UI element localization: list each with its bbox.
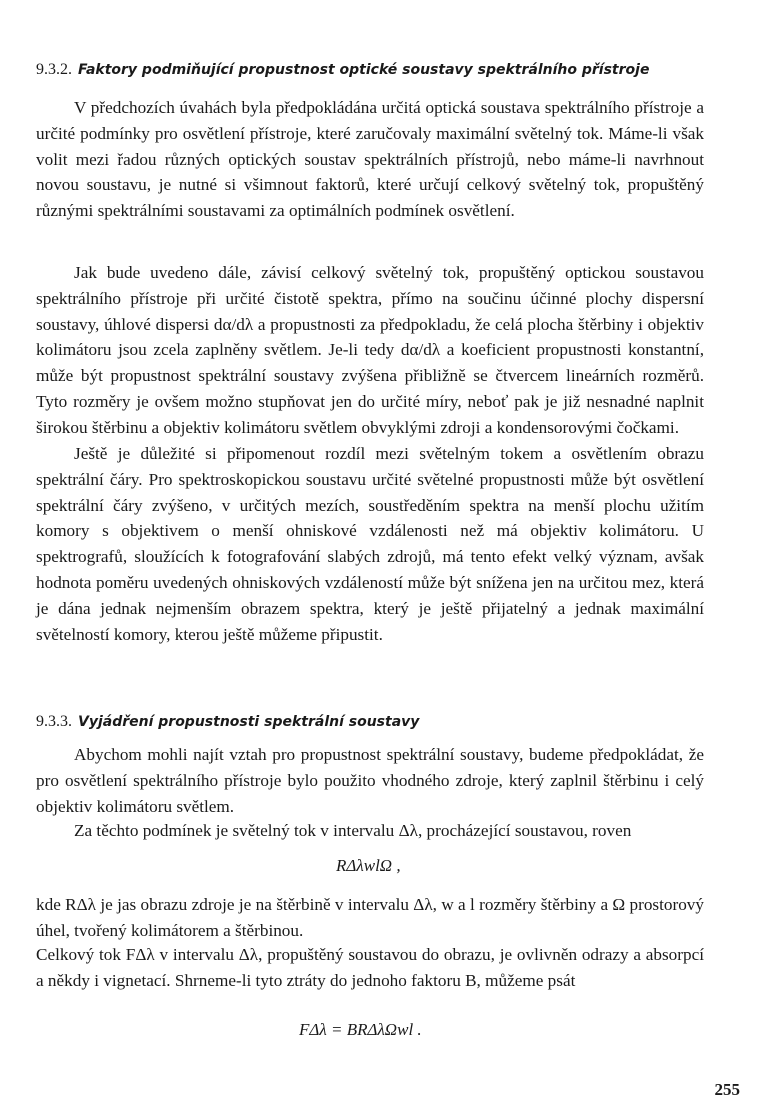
section-title: Vyjádření propustnosti spektrální soustavy bbox=[78, 714, 420, 730]
section-number: 9.3.3. bbox=[36, 713, 72, 730]
paragraph-definitions: kde RΔλ je jas obrazu zdroje je na štěrbině v intervalu Δλ, w a l rozměry štěrbiny a Ω prostorový úhel, tvořený kolimátorem a štěrbinou. bbox=[36, 895, 704, 940]
section-heading-9-3-2 bbox=[36, 60, 649, 79]
paragraph-total-flux: Celkový tok FΔλ v intervalu Δλ, propuštěný soustavou do obrazu, je ovlivněn odrazy a absorpcí a někdy i vignetací. Shrneme-li tyto ztráty do jednoho faktoru B, můžeme psát bbox=[36, 945, 704, 990]
section-number: 9.3.2. bbox=[36, 61, 72, 78]
section-heading-9-3-3 bbox=[36, 712, 419, 731]
paragraph-illumination: Ještě je důležité si připomenout rozdíl mezi světelným tokem a osvětlením obrazu spektrální čáry. Pro spektroskopickou soustavu určité světelné propustnosti může být osvětlení spektrální čáry zvýšeno, v určitých mezích, soustředěním spektra na menší plochu užitím komory s objektivem o menší ohniskové vzdálenosti než má objektiv kolimátoru. U spektrografů, sloužících k fotografování slabých zdrojů, má tento efekt velký význam, avšak hodnota poměru uvedených ohniskových vzdáleností může být snížena jen na určitou mez, která je dána jednak nejmenším obrazem spektra, který je ještě přijatelný a jednak maximální světelností komory, kterou ještě můžeme připustit. bbox=[36, 444, 704, 644]
paragraph-conditions: Za těchto podmínek je světelný tok v intervalu Δλ, procházející soustavou, roven bbox=[74, 821, 632, 840]
formula-flux: RΔλwlΩ , bbox=[336, 856, 401, 875]
formula-total-flux: FΔλ = BRΔλΩwl . bbox=[299, 1020, 422, 1039]
paragraph-intro: V předchozích úvahách byla předpokládána určitá optická soustava spektrálního přístroje a určité podmínky pro osvětlení přístroje, které zaručovaly maximální světelný tok. Máme-li však volit mezi řadou různých optických soustav spektrálních přístrojů, nebo máme-li navrhnout novou soustavu, je nutné si všimnout faktorů, které určují celkový světelný tok, propuštěný různými spektrálními soustavami za optimálních podmínek osvětlení. bbox=[36, 98, 704, 221]
section-title: Faktory podmiňující propustnost optické soustavy spektrálního přístroje bbox=[78, 62, 650, 78]
paragraph-assumption: Abychom mohli najít vztah pro propustnost spektrální soustavy, budeme předpokládat, že pro osvětlení spektrálního přístroje bylo použito vhodného zdroje, který zaplnil štěrbinu i celý objektiv kolimátoru světlem. bbox=[36, 745, 704, 816]
page-number: 255 bbox=[714, 1080, 740, 1099]
paragraph-light-flux: Jak bude uvedeno dále, závisí celkový světelný tok, propuštěný optickou soustavou spektrálního přístroje při určité čistotě spektra, přímo na součinu účinné plochy dispersní soustavy, úhlové dispersi dα/dλ a propustnosti za předpokladu, že celá plocha štěrbiny i objektiv kolimátoru jsou zcela zaplněny světlem. Je-li tedy dα/dλ a koeficient propustnosti konstantní, může být propustnost spektrální soustavy zvýšena přibližně se čtvercem lineárních rozměrů. Tyto rozměry je ovšem možno stupňovat jen do určité míry, neboť pak je již nesnadné naplnit širokou štěrbinu a objektiv kolimátoru světlem obvyklými zdroji a kondensorovými čočkami. bbox=[36, 263, 704, 437]
